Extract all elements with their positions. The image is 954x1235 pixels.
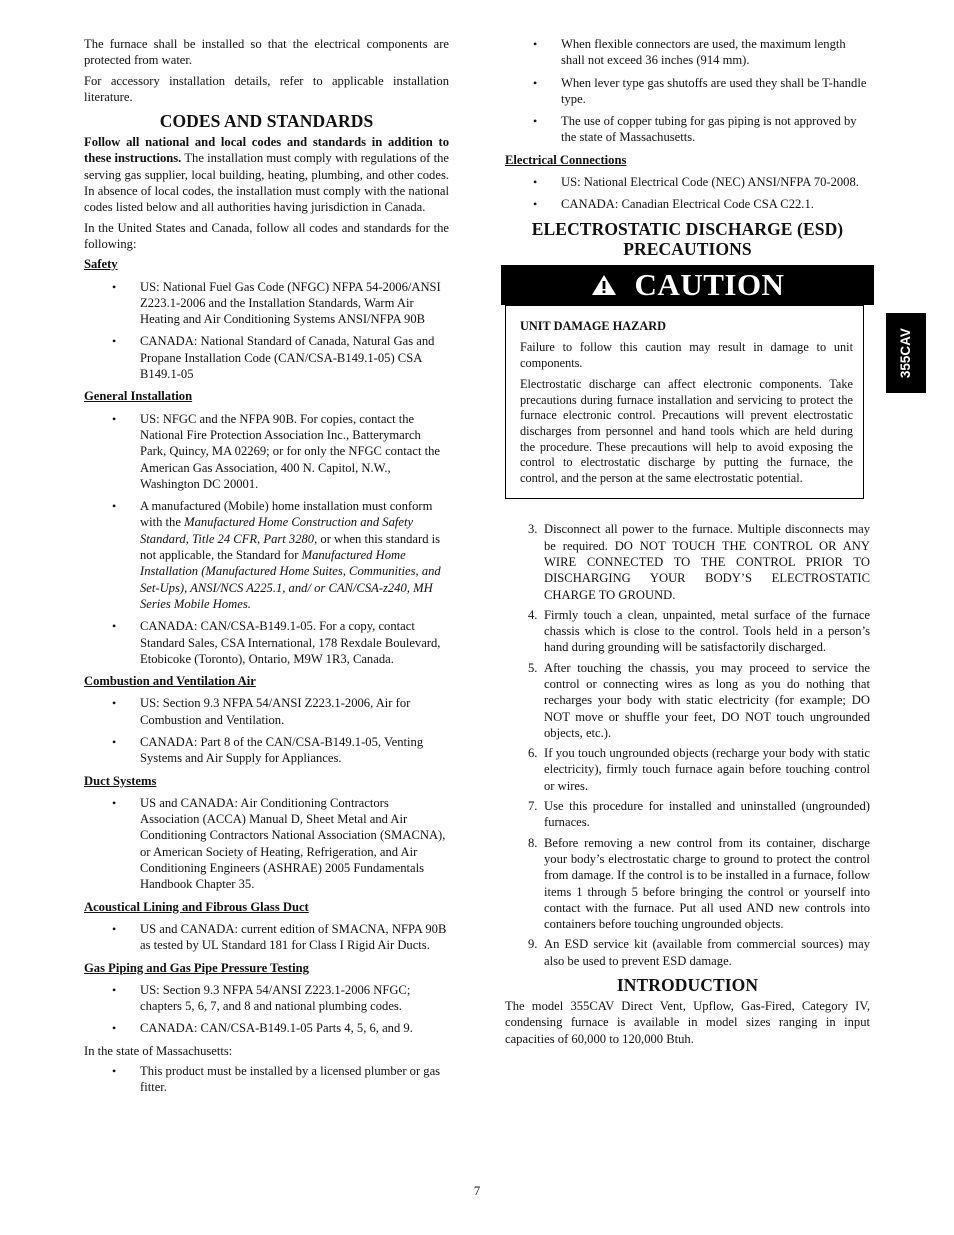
bullet-icon: • <box>112 334 117 349</box>
step-number: 8. <box>528 835 538 850</box>
list-item-text: When flexible connectors are used, the maximum length shall not exceed 36 inches (914 mm). <box>561 37 846 68</box>
list-item-text: US: NFGC and the NFPA 90B. For copies, contact the National Fire Protection Association Inc., Batterymarch Park, Quincy, MA 02269; or for only the NFGC contact the American Gas Association, 400 N. Capitol, N.W., Washington DC 20001. <box>140 411 440 491</box>
introduction-heading: INTRODUCTION <box>616 975 759 996</box>
list-item <box>505 36 870 69</box>
bullet-icon: • <box>112 619 117 634</box>
electrical-heading: Electrical Connections <box>505 152 627 167</box>
list-item <box>84 1063 449 1096</box>
us-canada-para: In the United States and Canada, follow all codes and standards for the following: <box>84 220 449 251</box>
step-number: 9. <box>528 937 538 952</box>
general-heading: General Installation <box>84 389 193 404</box>
intro-para-2: For accessory installation details, refer to applicable installation literature. <box>84 73 449 104</box>
list-item-text: When lever type gas shutoffs are used they shall be T-handle type. <box>561 75 867 106</box>
list-item <box>84 498 449 612</box>
intro-para-1: The furnace shall be installed so that the electrical components are protected from water. <box>84 37 449 68</box>
bullet-icon: • <box>112 1064 117 1079</box>
duct-list <box>84 795 449 893</box>
list-item <box>505 660 870 741</box>
codes-para-rest: The installation must comply with regulations of the serving gas supplier, local building, heating, plumbing, and other codes. In absence of local codes, the installation must comply with the national codes listed below and all authorities having jurisdiction in Canada. <box>84 151 449 215</box>
list-item-italic: Manufactured Home Installation (Manufactured Home Suites, Communities, and Set-Ups), ANSI/NCS A225.1, and/ or CAN/CSA-z240, MH Series Mobile Homes. <box>140 548 441 611</box>
step-text: Disconnect all power to the furnace. Multiple disconnects may be required. DO NOT TOUCH THE CONTROL OR ANY WIRE CONNECTED TO THE CONTROL PRIOR TO DISCHARGING YOUR BODY’S ELECTROSTATIC CHARGE TO GROUND. <box>544 522 870 602</box>
list-item-text: US and CANADA: Air Conditioning Contractors Association (ACCA) Manual D, Sheet Metal and Air Conditioning Contractors National Association (SMACNA), or American Society of Heating, Refrigeration, and Air Conditioning Engineers (ASHRAE) 2005 Fundamentals Handbook Chapter 35. <box>140 795 446 892</box>
list-item-text: or when this standard is not applicable, the Standard for <box>140 531 441 563</box>
general-list <box>84 411 449 667</box>
duct-heading: Duct Systems <box>84 773 157 788</box>
list-item <box>84 333 449 382</box>
caution-hazard: UNIT DAMAGE HAZARD <box>520 318 666 333</box>
esd-heading <box>505 219 870 259</box>
side-tab-model <box>886 313 926 393</box>
list-item <box>505 75 870 108</box>
list-item <box>505 196 870 212</box>
step-number: 6. <box>528 746 538 761</box>
list-item-text: CANADA: CAN/CSA-B149.1-05 Parts 4, 5, 6, and 9. <box>140 1021 413 1036</box>
esd-steps <box>505 521 870 969</box>
esd-heading-line-2: PRECAUTIONS <box>623 238 752 259</box>
list-item <box>505 835 870 933</box>
codes-heading: CODES AND STANDARDS <box>159 111 374 132</box>
list-item-text: This product must be installed by a licensed plumber or gas fitter. <box>140 1064 441 1095</box>
list-item <box>505 745 870 794</box>
list-item <box>84 734 449 767</box>
list-item <box>505 521 870 602</box>
step-number: 4. <box>528 607 538 622</box>
list-item-text: US: Section 9.3 NFPA 54/ANSI Z223.1-2006 NFGC; chapters 5, 6, 7, and 8 and national plumbing codes. <box>140 982 411 1014</box>
list-item-text: CANADA: National Standard of Canada, Natural Gas and Propane Installation Code (CAN/CSA-B149.1-05) CSA B149.1-05 <box>140 334 435 382</box>
acoustic-heading: Acoustical Lining and Fibrous Glass Duct <box>84 899 309 914</box>
bullet-icon: • <box>533 197 538 212</box>
bullet-icon: • <box>112 499 117 514</box>
electrical-list <box>505 174 870 213</box>
warning-triangle-icon <box>591 274 617 296</box>
step-text: After touching the chassis, you may proceed to service the control or connecting wires as long as you do nothing that recharges your body with static electricity (for example; DO NOT move or shuffle your feet, DO NOT touch ungrounded objects, etc.). <box>544 660 870 740</box>
list-item-text: CANADA: Canadian Electrical Code CSA C22.1. <box>561 197 814 212</box>
right-column <box>505 36 870 1051</box>
mass-list <box>84 1063 449 1096</box>
list-item <box>84 921 449 954</box>
list-item-text: The use of copper tubing for gas piping is not approved by the state of Massachusetts. <box>561 114 857 145</box>
step-text: An ESD service kit (available from commercial sources) may also be used to prevent ESD damage. <box>544 937 870 968</box>
bullet-icon: • <box>112 982 117 997</box>
acoustic-list <box>84 921 449 954</box>
bullet-icon: • <box>112 411 117 426</box>
step-text: Firmly touch a clean, unpainted, metal surface of the furnace chassis which is close to the control. Tools held in a person’s hand during grounding will be satisfactorily discharged. <box>544 607 870 655</box>
step-number: 3. <box>528 522 538 537</box>
step-text: Use this procedure for installed and uninstalled (ungrounded) furnaces. <box>544 799 870 830</box>
step-text: Before removing a new control from its container, discharge your body’s electrostatic charge to ground to protect the control from damage. If the control is to be installed in a furnace, follow items 1 through 5 before bringing the control or yourself into contact with the furnace. Put all used AND new controls into containers before touching ungrounded objects. <box>544 835 870 932</box>
side-tab-label: 355CAV <box>897 327 913 379</box>
safety-list <box>84 279 449 383</box>
list-item-italic: Manufactured Home Construction and Safety Standard, Title 24 CFR, Part 3280, <box>140 515 414 546</box>
bullet-icon: • <box>112 696 117 711</box>
list-item-text: A manufactured (Mobile) home installation must conform with the <box>140 499 433 530</box>
gas-heading: Gas Piping and Gas Pipe Pressure Testing <box>84 960 309 975</box>
list-item <box>505 113 870 146</box>
list-item <box>84 982 449 1015</box>
bullet-icon: • <box>112 921 117 936</box>
list-item <box>84 618 449 667</box>
list-item-text: US: National Electrical Code (NEC) ANSI/NFPA 70-2008. <box>561 175 859 190</box>
list-item <box>84 795 449 893</box>
list-item <box>505 607 870 656</box>
introduction-para: The model 355CAV Direct Vent, Upflow, Gas-Fired, Category IV, condensing furnace is available in model sizes ranging in input capacities of 60,000 to 120,000 Btuh. <box>505 999 870 1046</box>
step-number: 5. <box>528 660 538 675</box>
list-item-text: CANADA: CAN/CSA-B149.1-05. For a copy, contact Standard Sales, CSA International, 178 Rexdale Boulevard, Etobicoke (Toronto), Ontario, M9W 1R3, Canada. <box>140 619 441 666</box>
list-item <box>84 411 449 492</box>
left-column <box>84 36 449 1102</box>
list-item-text: US and CANADA: current edition of SMACNA, NFPA 90B as tested by UL Standard 181 for Class I Rigid Air Ducts. <box>140 921 447 953</box>
caution-para-2: Electrostatic discharge can affect electronic components. Take precautions during furnace installation and servicing to protect the furnace electronic control. Precautions will prevent electrostatic discharges from personnel and hand tools which are held during the procedure. These precautions will help to avoid exposing the control to electrostatic discharge by putting the furnace, the control, and the person at the same electrostatic potential. <box>520 377 853 485</box>
list-item-text: US: National Fuel Gas Code (NFGC) NFPA 54-2006/ANSI Z223.1-2006 and the Installation Standards, Warm Air Heating and Air Conditioning Systems ANSI/NFPA 90B <box>140 279 441 327</box>
caution-para-1: Failure to follow this caution may result in damage to unit components. <box>520 339 853 370</box>
page-number: 7 <box>473 1184 481 1198</box>
codes-para-bold: Follow all national and local codes and standards in addition to these instructions. <box>84 135 449 166</box>
list-item <box>84 695 449 728</box>
bullet-icon: • <box>533 37 538 51</box>
step-text: If you touch ungrounded objects (recharge your body with static electricity), firmly touch furnace again before touching control or wires. <box>544 746 870 793</box>
list-item <box>84 279 449 328</box>
list-item <box>84 1020 449 1036</box>
step-number: 7. <box>528 799 538 814</box>
bullet-icon: • <box>533 114 538 129</box>
mass-para: In the state of Massachusetts: <box>84 1043 233 1058</box>
bullet-icon: • <box>112 795 117 810</box>
list-item-text: US: Section 9.3 NFPA 54/ANSI Z223.1-2006, Air for Combustion and Ventilation. <box>140 696 411 727</box>
caution-title: CAUTION <box>634 266 785 302</box>
codes-para <box>84 134 449 215</box>
gas-list <box>84 982 449 1037</box>
bullet-icon: • <box>533 75 538 90</box>
combustion-heading: Combustion and Ventilation Air <box>84 674 256 689</box>
bullet-icon: • <box>112 734 117 749</box>
list-item <box>505 936 870 969</box>
bullet-icon: • <box>112 279 117 294</box>
combustion-list <box>84 695 449 766</box>
bullet-icon: • <box>112 1021 117 1036</box>
caution-banner <box>501 265 874 305</box>
list-item <box>505 798 870 831</box>
list-item-text: CANADA: Part 8 of the CAN/CSA-B149.1-05, Venting Systems and Air Supply for Appliances. <box>140 734 424 766</box>
caution-box <box>505 305 864 500</box>
bullet-icon: • <box>533 175 538 190</box>
gas-list-continued <box>505 36 870 146</box>
list-item <box>505 174 870 190</box>
esd-heading-line-1: ELECTROSTATIC DISCHARGE (ESD) <box>531 218 844 239</box>
safety-heading: Safety <box>84 257 118 272</box>
